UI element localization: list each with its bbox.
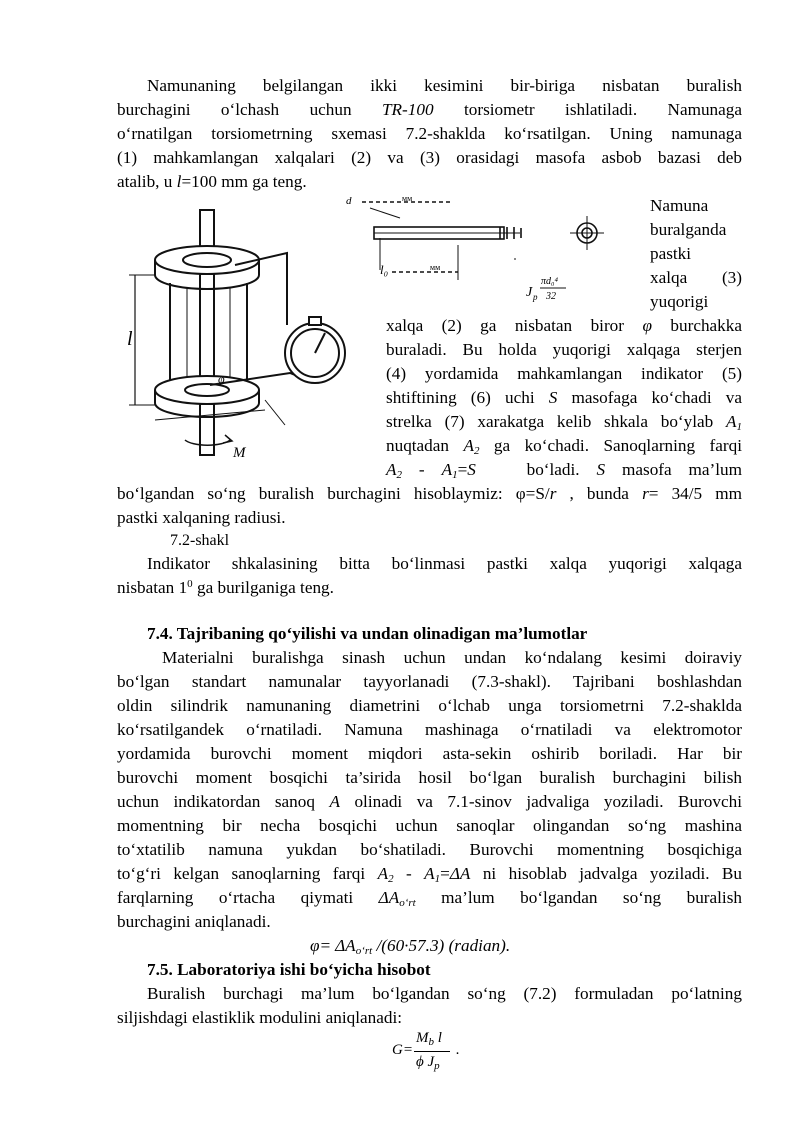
side-col-2: buralganda xyxy=(650,220,727,239)
s4-line-1: Materialni buralishga sinash uchun undan ko‘ndalang kesimi doiraviy xyxy=(162,648,742,667)
para2-line-3: (4) yordamida mahkamlangan indikator (5) xyxy=(386,364,742,383)
label-p: p xyxy=(533,292,538,302)
s4-line-4: ko‘rsatilgandek o‘rnatiladi. Namuna mashinaga o‘rnatiladi va elektromotor xyxy=(117,720,742,739)
para1-line-2-text: burchagini o‘lchash uchun TR-100 torsiometr ishlatiladi. Namunaga xyxy=(117,100,742,119)
para2-line-5: strelka (7) xarakatga kelib shkala bo‘ylab $A_1$ xyxy=(386,412,742,433)
s4-formula: $\varphi= \Delta A_{o‘rt}$ /(60·57.3) (radian). xyxy=(310,936,511,957)
label-M: M xyxy=(233,445,246,461)
para2-line-1: xalqa (2) ga nisbatan biror φ burchakka xyxy=(386,316,742,335)
specimen-svg xyxy=(340,190,640,305)
s4-line-6: burovchi moment bosqichi ta’sirida hosil bo‘lgan buralish burchagini bilish xyxy=(117,768,742,787)
para2-end-1: bo‘lgandan so‘ng buralish burchagini hisoblaymiz: φ=S/r , bunda r= 34/5 mm xyxy=(117,484,742,503)
g-formula: G= $M_b$ l ϕ $J_p$ . xyxy=(392,1030,460,1072)
para3-line-2: nisbatan $1^0$ ga burilganiga teng. xyxy=(117,578,334,597)
section-heading-7-5: 7.5. Laboratoriya ishi bo‘yicha hisobot xyxy=(147,960,431,979)
para1-line-5: atalib, u l=100 mm ga teng. xyxy=(117,172,307,191)
para2-line-7: $A_2 - A_1=S$ bo‘ladi. S masofa ma’lum xyxy=(386,460,743,481)
label-mm-2: мм xyxy=(430,263,441,272)
para1-line-1: Namunaning belgilangan ikki kesimini bir-biriga nisbatan buralish xyxy=(147,76,742,95)
para2-line-4: shtiftining (6) uchi S masofaga ko‘chadi va xyxy=(386,388,742,407)
para2-end-2: pastki xalqaning radiusi. xyxy=(117,508,286,527)
s4-line-7: uchun indikatordan sanoq A olinadi va 7.1-sinov jadvaliga yoziladi. Burovchi xyxy=(117,792,742,811)
s5-line-2: siljishdagi elastiklik modulini aniqlanadi: xyxy=(117,1008,402,1027)
side-col-1: Namuna xyxy=(650,196,709,215)
torsiometer-svg xyxy=(115,195,355,465)
s4-line-3: oldin silindrik namunaning diametrini o‘lchab unga torsiometrni 7.2-shaklda xyxy=(117,696,742,715)
torsiometer-figure xyxy=(115,195,355,465)
label-num: πd₀⁴ xyxy=(541,276,558,287)
para1-line-2 xyxy=(117,99,742,121)
label-d: d xyxy=(346,195,352,207)
specimen-figure xyxy=(340,190,640,305)
side-col-5: yuqorigi xyxy=(650,292,709,311)
label-phi: φ xyxy=(218,372,225,386)
para2-line-2: buraladi. Bu holda yuqorigi xalqaga sterjen xyxy=(386,340,742,359)
side-col-3: pastki xyxy=(650,244,692,263)
label-J: J xyxy=(526,285,533,300)
s5-line-1: Buralish burchagi ma’lum bo‘lgandan so‘ng (7.2) formuladan po‘latning xyxy=(147,984,742,1003)
label-l0: l₀ xyxy=(380,262,389,277)
figure-caption: 7.2-shakl xyxy=(170,532,230,549)
label-l: l xyxy=(127,328,133,350)
para3-line-1: Indikator shkalasining bitta bo‘linmasi pastki xalqa yuqorigi xalqaga xyxy=(147,554,742,573)
para1-line-4: (1) mahkamlangan xalqalari (2) va (3) orasidagi masofa asbob bazasi deb xyxy=(117,148,742,167)
s4-line-11: farqlarning o‘rtacha qiymati $\Delta A_{o‘rt}$ ma’lum bo‘lgandan so‘ng buralish xyxy=(117,888,742,909)
section-heading-7-4: 7.4. Tajribaning qo‘yilishi va undan olinadigan ma’lumotlar xyxy=(147,624,588,643)
label-den: 32 xyxy=(546,291,556,302)
s4-line-12: burchagini aniqlanadi. xyxy=(117,912,271,931)
s4-line-9: to‘xtatilib namuna yukdan bo‘shatiladi. Burovchi momentning bosqichiga xyxy=(117,840,742,859)
para2-line-6: nuqtadan $A_2$ ga ko‘chadi. Sanoqlarning farqi xyxy=(386,436,742,457)
s4-line-2: bo‘lgan standart namunalar tayyorlanadi (7.3-shakl). Tajribani boshlashdan xyxy=(117,672,742,691)
s4-line-10: to‘g‘ri kelgan sanoqlarning farqi $A_2 - A_1=\Delta A$ ni hisoblab jadvalga yoziladi. Bu xyxy=(117,864,742,885)
side-col-4: xalqa (3) xyxy=(650,268,742,287)
s4-line-8: momentning bir necha bosqichi uchun sanoqlar olingandan so‘ng mashina xyxy=(117,816,742,835)
label-mm-1: мм xyxy=(402,194,413,203)
para1-line-3: o‘rnatilgan torsiometrning sxemasi 7.2-shaklda ko‘rsatilgan. Uning namunaga xyxy=(117,124,742,143)
s4-line-5: yordamida burovchi moment miqdori asta-sekin oshirib boriladi. Har bir xyxy=(117,744,742,763)
